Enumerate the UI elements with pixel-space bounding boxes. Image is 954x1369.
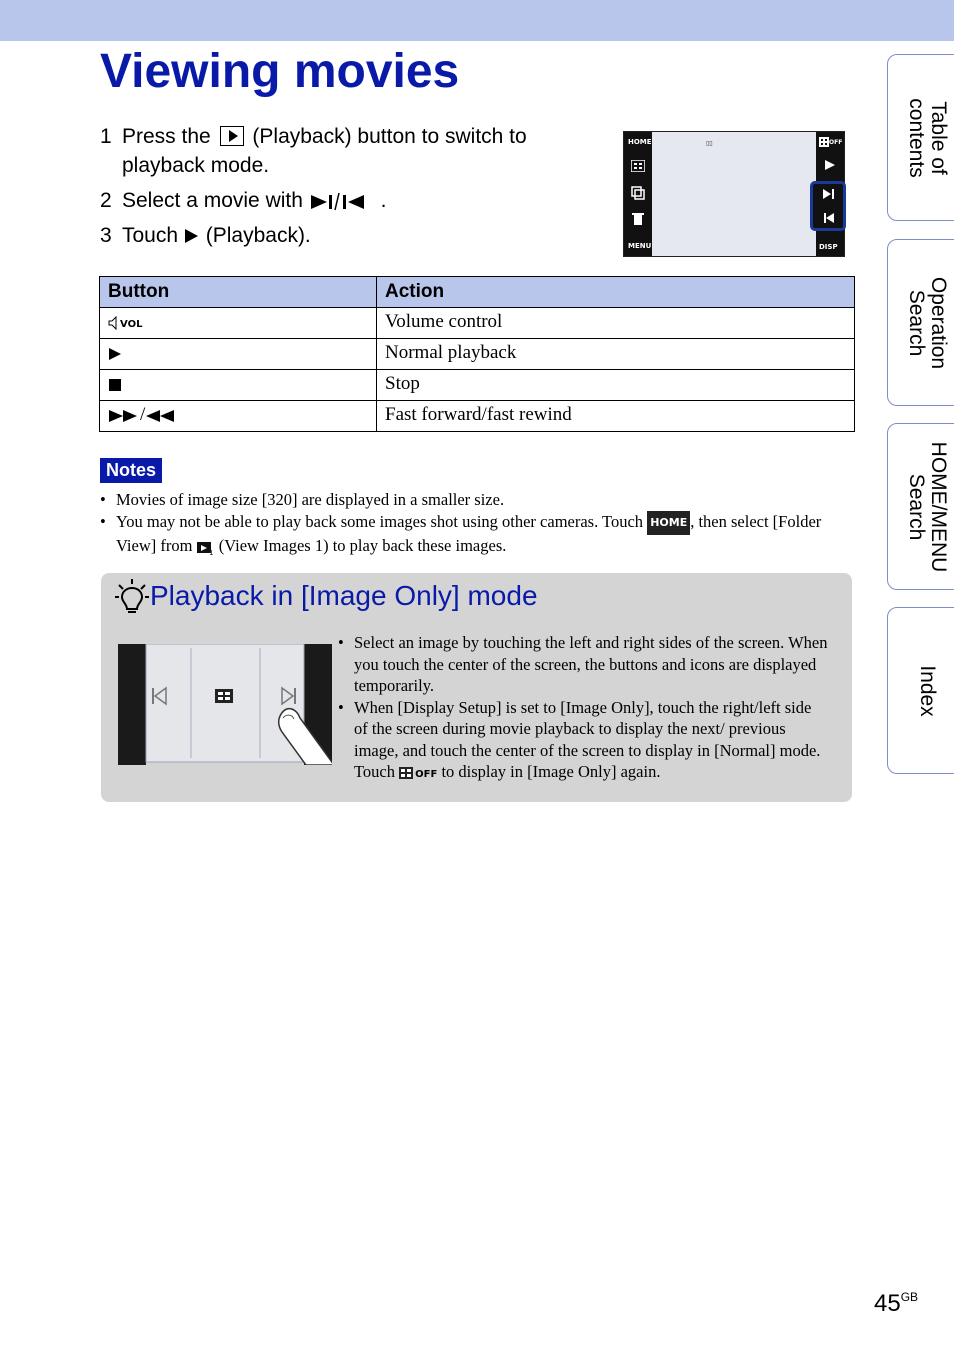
step-number: 1 <box>100 125 112 148</box>
table-row <box>100 339 855 370</box>
column-header: Button <box>100 277 377 308</box>
off-label: OFF <box>829 139 843 146</box>
note-text: You may not be able to play back some images shot using other cameras. Touch <box>116 512 644 531</box>
image-only-screen-illustration <box>118 644 332 765</box>
tab-index[interactable] <box>887 607 954 774</box>
index-grid-icon <box>631 160 645 172</box>
step-2 <box>100 186 600 215</box>
step-1 <box>100 122 600 180</box>
volume-icon <box>108 316 120 330</box>
tip-bullet: • Select an image by touching the left and right sides of the screen. When you touch the center of the screen, the buttons and icons are displayed temporarily. <box>338 632 828 697</box>
step-text: (Playback). <box>205 224 311 247</box>
playback-button-icon <box>220 126 244 146</box>
step-3 <box>100 221 600 250</box>
page-title: Viewing movies <box>100 45 460 98</box>
play-icon <box>108 347 122 361</box>
button-cell <box>100 339 377 370</box>
action-cell: Stop <box>377 370 855 401</box>
header-bar <box>0 0 954 41</box>
step-text: Touch <box>122 224 179 247</box>
tab-label: HOME/MENU Search <box>905 441 950 572</box>
svg-text:1: 1 <box>208 548 214 555</box>
next-prev-icon <box>309 191 375 211</box>
action-cell: Volume control <box>377 308 855 339</box>
view-images-icon <box>197 540 215 555</box>
note-item: • Movies of image size [320] are displayed in a smaller size. <box>100 489 830 511</box>
fast-forward-icon <box>108 409 140 423</box>
step-text: (Playback) button to switch to playback mode. <box>122 125 527 177</box>
menu-label: MENU <box>628 242 652 250</box>
notes-list <box>100 489 830 557</box>
tip-text: When [Display Setup] is set to [Image Only], touch the right/left side of the screen during movie playback to display the next/ previous image, and touch the center of the screen to display in [Normal] mode. Touch <box>354 697 821 781</box>
table-header-row <box>100 277 855 308</box>
button-cell <box>100 370 377 401</box>
image-only-icon <box>819 137 829 147</box>
note-item <box>100 511 830 557</box>
notes-label: Notes <box>100 458 162 483</box>
vol-label: VOL <box>120 319 143 330</box>
tab-operation-search[interactable] <box>887 239 954 406</box>
tab-home-menu-search[interactable] <box>887 423 954 590</box>
svg-text:▯▯: ▯▯ <box>706 140 713 147</box>
action-cell: Fast forward/fast rewind <box>377 401 855 432</box>
steps-list <box>100 122 600 256</box>
step-text: Select a movie with <box>122 189 303 212</box>
tab-label: Table of contents <box>905 97 950 178</box>
column-header: Action <box>377 277 855 308</box>
camera-screen-illustration <box>623 131 845 257</box>
home-icon: HOME <box>647 511 690 535</box>
separator: / <box>140 404 146 425</box>
step-number: 2 <box>100 189 112 212</box>
play-icon <box>184 227 200 245</box>
step-number: 3 <box>100 224 112 247</box>
camera-left-column <box>624 132 652 256</box>
tab-label: Index <box>916 664 939 717</box>
note-text: , then select [Folder View] from <box>116 512 822 555</box>
step-text: Press the <box>122 125 211 148</box>
tab-label: Operation Search <box>905 276 950 369</box>
step-text: . <box>380 189 387 212</box>
page-number-suffix: GB <box>900 1290 919 1304</box>
previous-icon <box>823 212 835 224</box>
page-number-value: 45 <box>874 1290 901 1317</box>
button-cell <box>100 401 377 432</box>
play-icon <box>825 160 835 170</box>
next-prev-highlight <box>810 181 846 231</box>
table-row <box>100 308 855 339</box>
action-cell: Normal playback <box>377 339 855 370</box>
page-number <box>874 1290 918 1318</box>
slideshow-icon <box>631 186 645 200</box>
tip-bullets <box>338 632 828 786</box>
movie-info-icon <box>706 137 720 147</box>
disp-label: DISP <box>819 243 838 251</box>
tab-table-of-contents[interactable] <box>887 54 954 221</box>
image-only-off-icon <box>399 766 415 780</box>
button-action-table <box>99 276 855 432</box>
tip-bullet <box>338 697 828 786</box>
delete-icon <box>632 212 644 226</box>
off-label: OFF <box>415 769 438 780</box>
tip-text: to display in [Image Only] again. <box>441 762 661 781</box>
table-row <box>100 401 855 432</box>
next-icon <box>823 188 835 200</box>
button-cell <box>100 308 377 339</box>
note-text: (View Images 1) to play back these images. <box>218 536 507 555</box>
home-label: HOME <box>628 138 652 146</box>
lightbulb-icon <box>114 578 150 616</box>
rewind-icon <box>145 409 177 423</box>
tip-title: Playback in [Image Only] mode <box>150 580 538 611</box>
stop-icon <box>108 378 122 392</box>
table-row <box>100 370 855 401</box>
